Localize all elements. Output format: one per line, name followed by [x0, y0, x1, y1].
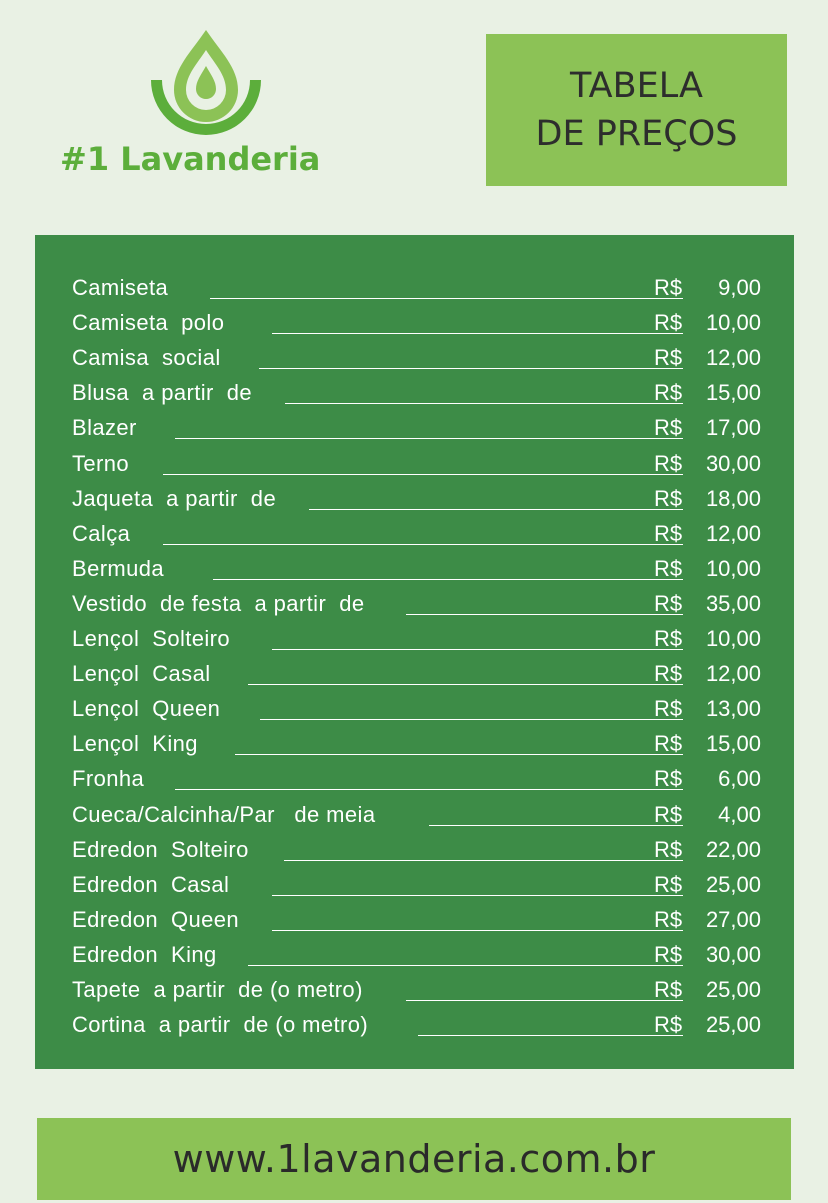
item-label: Blazer — [72, 415, 137, 441]
leader-line — [235, 754, 683, 755]
item-price: 9,00 — [718, 275, 761, 300]
leader-line — [175, 789, 683, 790]
leader-line — [309, 509, 683, 510]
item-price: 30,00 — [705, 450, 761, 476]
price-row — [35, 657, 794, 692]
item-label: Jaqueta a partir de — [72, 485, 277, 511]
leader-line — [163, 544, 683, 545]
price-row — [35, 1008, 794, 1043]
price-row — [35, 868, 794, 903]
leader-line — [284, 860, 683, 861]
price-row — [35, 973, 794, 1008]
item-price: 13,00 — [705, 696, 761, 722]
leader-line — [429, 825, 683, 826]
price-row — [35, 762, 794, 797]
item-label: Cortina a partir de (o metro) — [72, 1012, 369, 1038]
price-row — [35, 447, 794, 482]
currency-symbol: R$ — [654, 590, 683, 616]
item-label: Camiseta — [72, 275, 169, 300]
price-row — [35, 376, 794, 411]
leader-line — [272, 930, 683, 931]
currency-symbol: R$ — [654, 696, 683, 722]
item-price: 25,00 — [705, 871, 761, 897]
item-price: 17,00 — [705, 415, 761, 441]
droplet-icon — [146, 28, 266, 138]
leader-line — [406, 1000, 683, 1001]
title-line-2: DE PREÇOS — [535, 114, 738, 154]
leader-line — [285, 403, 683, 404]
currency-symbol: R$ — [654, 380, 683, 406]
item-label: Calça — [72, 520, 131, 546]
price-row — [35, 552, 794, 587]
item-price: 12,00 — [705, 520, 761, 546]
item-price: 15,00 — [705, 731, 761, 757]
currency-symbol: R$ — [654, 520, 683, 546]
item-price: 12,00 — [705, 661, 761, 687]
price-row — [35, 306, 794, 341]
price-list — [35, 235, 794, 1069]
item-price: 12,00 — [705, 345, 761, 371]
item-label: Cueca/Calcinha/Par de meia — [72, 801, 376, 827]
currency-symbol: R$ — [654, 1012, 683, 1038]
item-label: Bermuda — [72, 555, 165, 581]
currency-symbol: R$ — [654, 626, 683, 651]
leader-line — [213, 579, 683, 580]
item-label: Camiseta polo — [72, 310, 225, 336]
price-row — [35, 798, 794, 833]
price-row — [35, 938, 794, 973]
currency-symbol: R$ — [654, 310, 683, 336]
price-row — [35, 727, 794, 762]
currency-symbol: R$ — [654, 275, 683, 300]
item-label: Edredon Solteiro — [72, 836, 249, 862]
currency-symbol: R$ — [654, 801, 683, 827]
item-price: 18,00 — [705, 485, 761, 511]
item-label: Terno — [72, 450, 130, 476]
currency-symbol: R$ — [654, 836, 683, 862]
item-label: Vestido de festa a partir de — [72, 590, 365, 616]
currency-symbol: R$ — [654, 731, 683, 757]
item-price: 22,00 — [705, 836, 761, 862]
currency-symbol: R$ — [654, 906, 683, 932]
leader-line — [259, 368, 683, 369]
currency-symbol: R$ — [654, 555, 683, 581]
item-label: Lençol King — [72, 731, 198, 757]
leader-line — [272, 895, 683, 896]
price-row — [35, 341, 794, 376]
item-price: 25,00 — [705, 1012, 761, 1038]
item-price: 30,00 — [705, 941, 761, 967]
currency-symbol: R$ — [654, 941, 683, 967]
item-price: 15,00 — [705, 380, 761, 406]
leader-line — [272, 333, 683, 334]
item-label: Fronha — [72, 766, 145, 792]
item-label: Lençol Casal — [72, 661, 211, 687]
item-price: 10,00 — [705, 310, 761, 336]
item-label: Camisa social — [72, 345, 221, 371]
leader-line — [248, 684, 683, 685]
leader-line — [418, 1035, 683, 1036]
price-row — [35, 903, 794, 938]
currency-symbol: R$ — [654, 415, 683, 441]
currency-symbol: R$ — [654, 766, 683, 792]
title-line-1: TABELA — [570, 66, 703, 106]
item-price: 10,00 — [705, 555, 761, 581]
item-label: Edredon Casal — [72, 871, 230, 897]
price-table-title — [486, 34, 787, 186]
price-row — [35, 622, 794, 657]
currency-symbol: R$ — [654, 450, 683, 476]
leader-line — [272, 649, 683, 650]
currency-symbol: R$ — [654, 977, 683, 1002]
price-row — [35, 271, 794, 306]
item-price: 6,00 — [718, 766, 761, 792]
item-label: Edredon Queen — [72, 906, 240, 932]
item-label: Lençol Queen — [72, 696, 221, 722]
price-row — [35, 692, 794, 727]
item-label: Edredon King — [72, 941, 217, 967]
currency-symbol: R$ — [654, 871, 683, 897]
item-label: Blusa a partir de — [72, 380, 253, 406]
website-url: www.1lavanderia.com.br — [37, 1118, 791, 1200]
item-price: 10,00 — [705, 626, 761, 651]
item-label: Lençol Solteiro — [72, 626, 231, 651]
leader-line — [406, 614, 683, 615]
price-row — [35, 482, 794, 517]
currency-symbol: R$ — [654, 661, 683, 687]
price-row — [35, 833, 794, 868]
currency-symbol: R$ — [654, 345, 683, 371]
leader-line — [163, 474, 683, 475]
price-row — [35, 587, 794, 622]
leader-line — [175, 438, 683, 439]
brand-name: #1 Lavanderia — [60, 140, 321, 178]
item-label: Tapete a partir de (o metro) — [72, 977, 363, 1002]
item-price: 25,00 — [705, 977, 761, 1002]
price-row — [35, 411, 794, 446]
logo — [60, 28, 350, 188]
item-price: 35,00 — [705, 590, 761, 616]
item-price: 27,00 — [705, 906, 761, 932]
leader-line — [248, 965, 683, 966]
price-row — [35, 517, 794, 552]
leader-line — [260, 719, 683, 720]
leader-line — [210, 298, 683, 299]
currency-symbol: R$ — [654, 485, 683, 511]
item-price: 4,00 — [718, 801, 761, 827]
